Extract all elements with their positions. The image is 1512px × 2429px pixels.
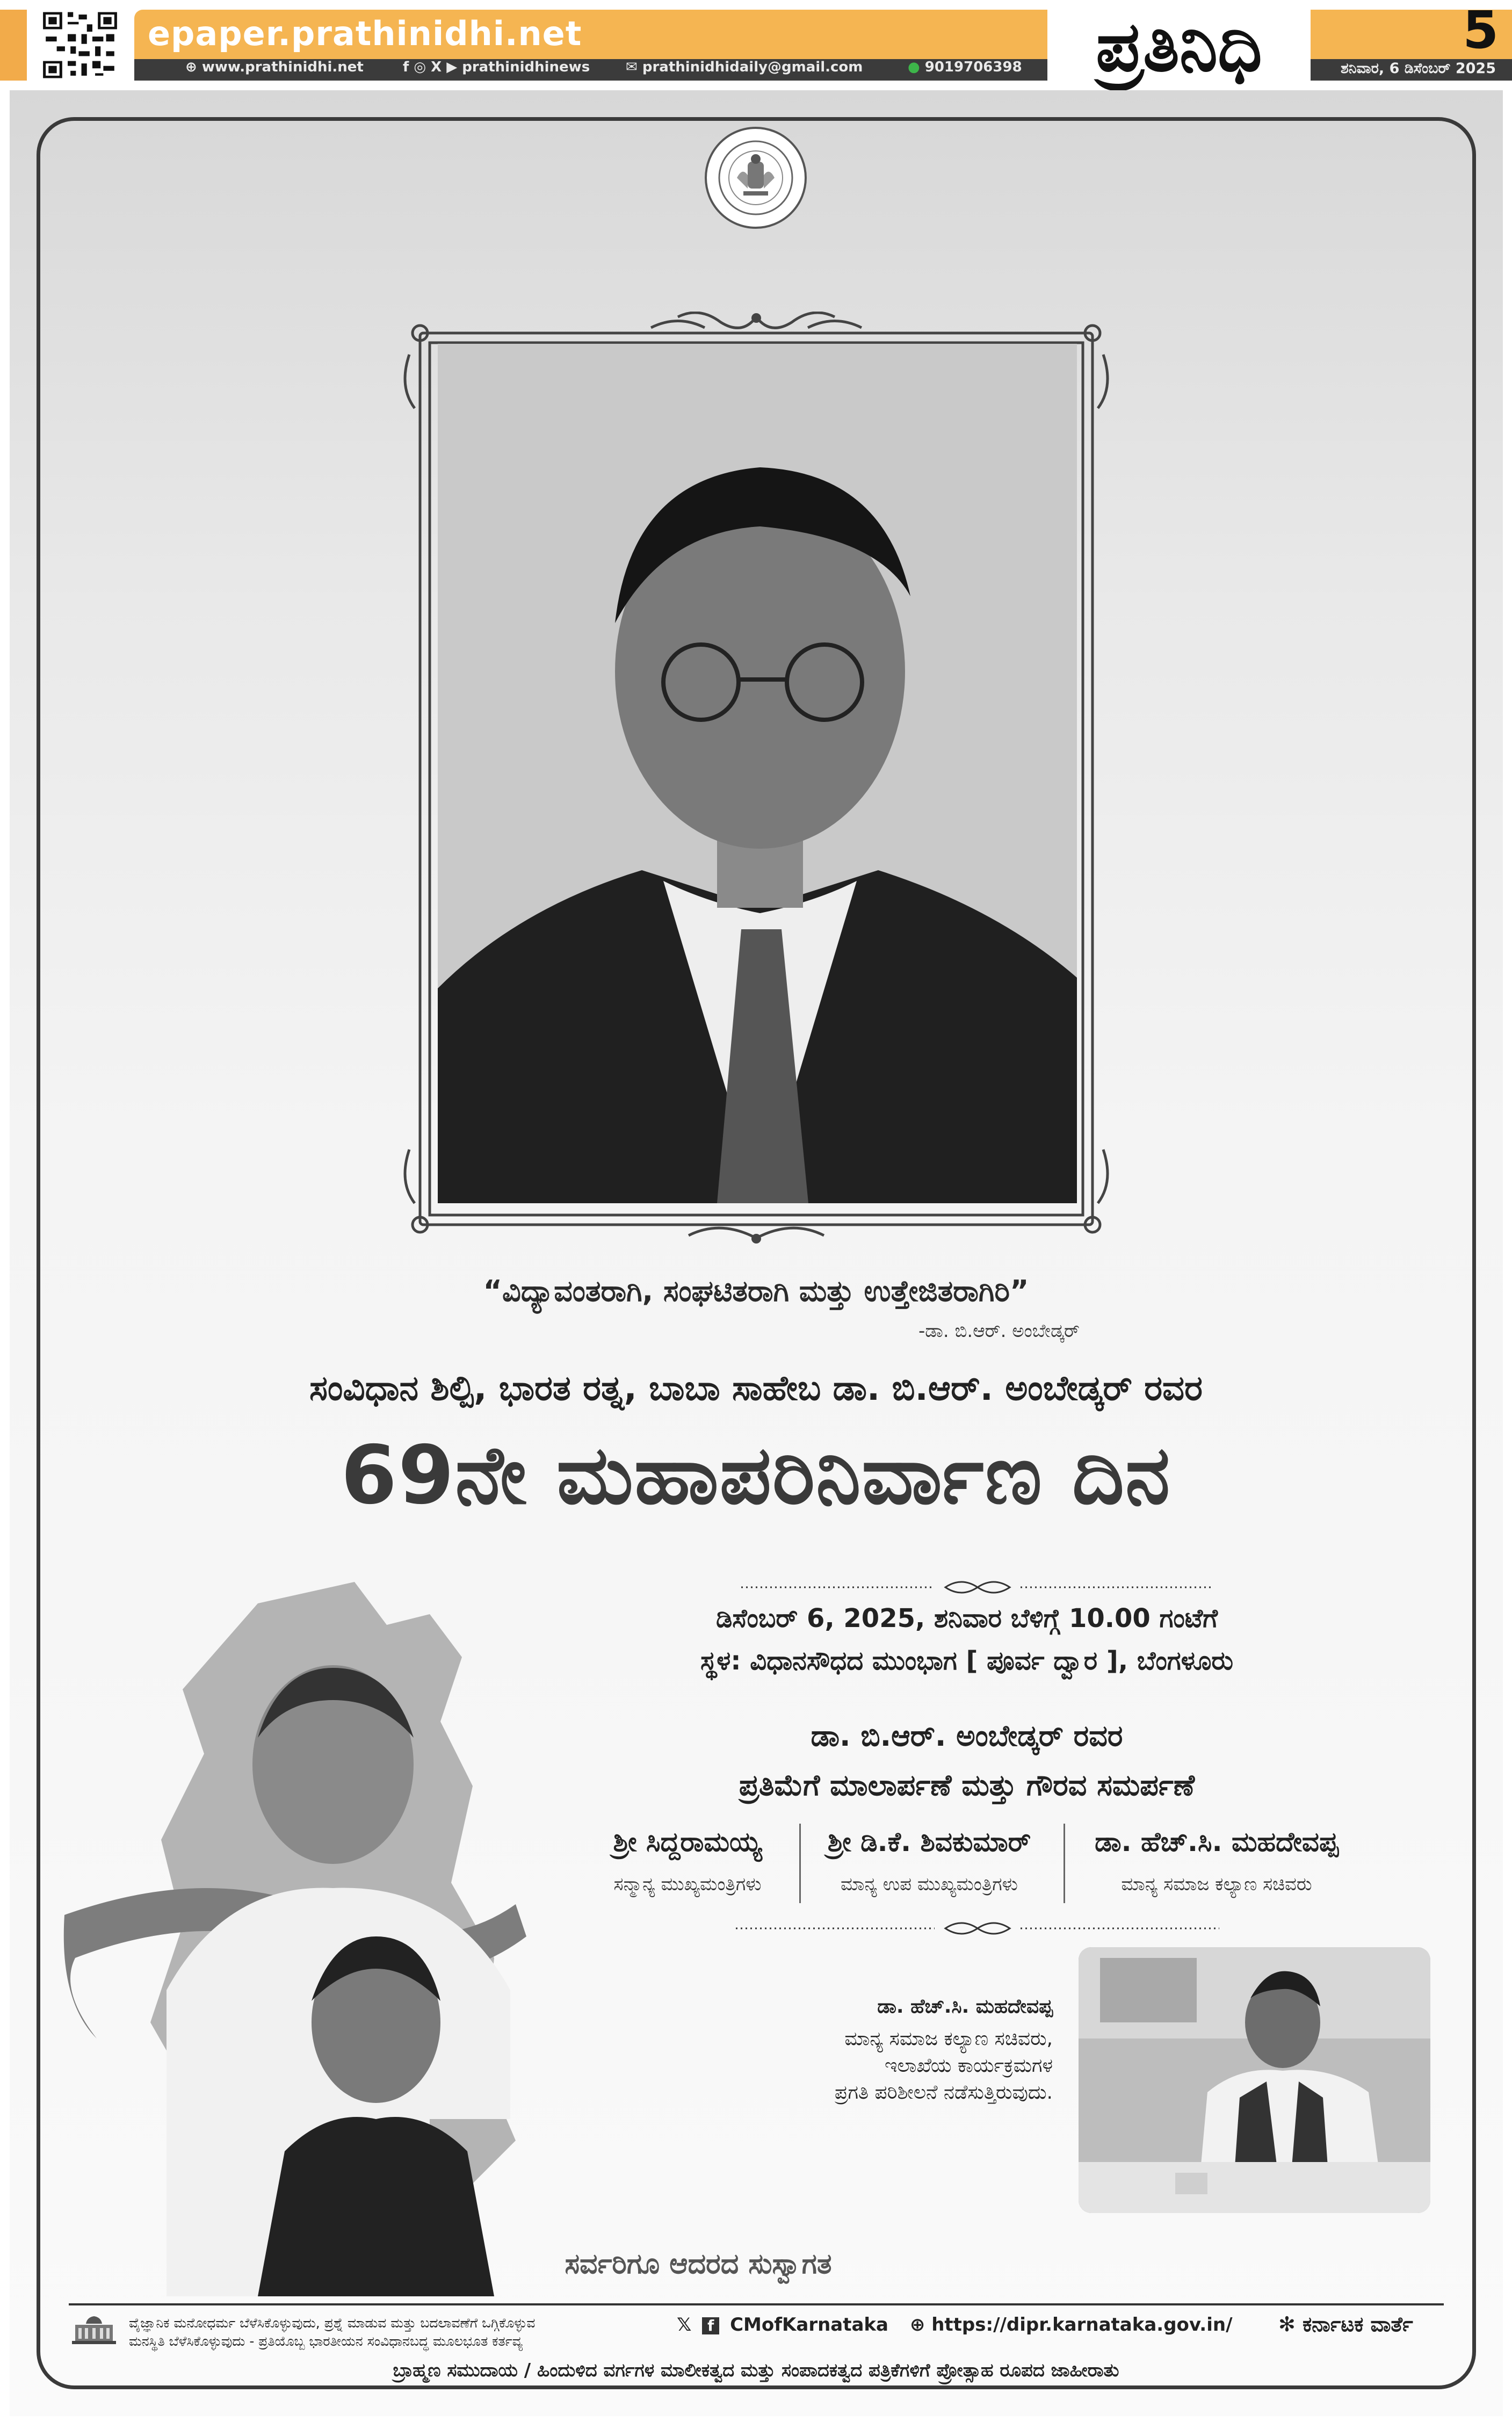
site-url[interactable]: epaper.prathinidhi.net — [148, 14, 582, 53]
ambedkar-quote: “ವಿದ್ಯಾವಂತರಾಗಿ, ಸಂಘಟಿತರಾಗಿ ಮತ್ತು ಉತ್ತೇಜಿತರಾಗಿರಿ” — [483, 1274, 1029, 1308]
flower-icon: ✻ — [1278, 2312, 1303, 2336]
footer-links — [677, 2314, 1233, 2336]
government-seal-icon — [715, 138, 796, 218]
qr-code-icon — [40, 10, 120, 81]
column-divider — [799, 1824, 801, 1903]
photo-caption-name: ಡಾ. ಹೆಚ್.ಸಿ. ಮಹದೇವಪ್ಪ — [877, 1996, 1053, 2018]
whatsapp-icon: ● — [908, 59, 925, 75]
quote-attribution: -ಡಾ. ಬಿ.ಆರ್. ಅಂಬೇಡ್ಕರ್ — [918, 1320, 1080, 1342]
facebook-icon[interactable]: f — [702, 2317, 719, 2334]
globe-icon: ⊕ — [909, 2314, 925, 2336]
social-handle[interactable]: f ◎ X ▶ prathinidhinews — [403, 59, 590, 75]
person-name-dcm: ಶ್ರೀ ಡಿ.ಕೆ. ಶಿವಕುಮಾರ್ — [827, 1826, 1031, 1857]
social-handle-footer[interactable]: CMofKarnataka — [730, 2314, 888, 2336]
photo-caption-role: ಮಾನ್ಯ ಸಮಾಜ ಕಲ್ಯಾಣ ಸಚಿವರು, — [844, 2028, 1053, 2050]
social-icons: f ◎ X ▶ — [403, 59, 462, 75]
ad-title: 69ನೇ ಮಹಾಪರಿನಿರ್ವಾಣ ದಿನ — [341, 1429, 1171, 1522]
email-link[interactable]: ✉ prathinidhidaily@gmail.com — [626, 59, 863, 75]
newspaper-masthead: ಪ್ರತಿನಿಧಿ — [1096, 6, 1262, 87]
leaders-photo-with-state-map — [54, 1582, 591, 2296]
divider-ornament-bottom — [736, 1918, 1219, 1939]
footer-rule — [69, 2303, 1444, 2305]
footer-disclaimer: ಬ್ರಾಹ್ಮಣ ಸಮುದಾಯ / ಹಿಂದುಳಿದ ವರ್ಗಗಳ ಮಾಲೀಕತ್ವದ ಮತ್ತು ಸಂಪಾದಕತ್ವದ ಪತ್ರಿಕೆಗಳಿಗೆ ಪ್ರೋತ್ಸಾಹ ರೂಪದ ಜಾಹೀರಾತು — [393, 2360, 1119, 2381]
event-description: ಪ್ರತಿಮೆಗೆ ಮಾಲಾರ್ಪಣೆ ಮತ್ತು ಗೌರವ ಸಮರ್ಪಣೆ — [739, 1768, 1195, 1802]
website-link[interactable]: ⊕ www.prathinidhi.net — [185, 59, 364, 75]
vidhana-soudha-icon — [70, 2314, 118, 2346]
x-icon[interactable]: 𝕏 — [677, 2314, 692, 2336]
divider-ornament-top — [741, 1577, 1214, 1598]
fundamental-duty-line2: ಮನಸ್ಥಿತಿ ಬೆಳೆಸಿಕೊಳ್ಳುವುದು - ಪ್ರತಿಯೊಬ್ಬ ಭಾರತೀಯನ ಸಂವಿಧಾನಬದ್ಧ ಮೂಲಭೂತ ಕರ್ತವ್ಯ — [129, 2333, 523, 2349]
phone-number: ● 9019706398 — [908, 59, 1022, 75]
mail-icon: ✉ — [626, 59, 642, 75]
event-subject: ಡಾ. ಬಿ.ಆರ್. ಅಂಬೇಡ್ಕರ್ ರವರ — [811, 1719, 1123, 1753]
dipr-website-link[interactable]: https://dipr.karnataka.gov.in/ — [931, 2314, 1233, 2336]
person-role-minister: ಮಾನ್ಯ ಸಮಾಜ ಕಲ್ಯಾಣ ಸಚಿವರು — [1121, 1874, 1312, 1895]
fundamental-duty-note — [129, 2314, 612, 2351]
issue-date: ಶನಿವಾರ, 6 ಡಿಸೆಂಬರ್ 2025 — [1340, 60, 1496, 77]
person-role-cm: ಸನ್ಮಾನ್ಯ ಮುಖ್ಯಮಂತ್ರಿಗಳು — [613, 1874, 762, 1895]
event-venue: ಸ್ಥಳ: ವಿಧಾನಸೌಧದ ಮುಂಭಾಗ [ ಪೂರ್ವ ದ್ವಾರ ], ಬೆಂಗಳೂರು — [700, 1646, 1234, 1676]
header-accent-bar — [0, 10, 27, 81]
fundamental-duty-line1: ವೈಜ್ಞಾನಿಕ ಮನೋಧರ್ಮ ಬೆಳೆಸಿಕೊಳ್ಳುವುದು, ಪ್ರಶ್ನೆ ಮಾಡುವ ಮತ್ತು ಬದಲಾವಣೆಗೆ ಒಗ್ಗಿಕೊಳ್ಳುವ — [129, 2315, 536, 2331]
minister-meeting-photo — [1079, 1947, 1430, 2213]
karnataka-varthe-logo: ✻ ಕರ್ನಾಟಕ ವಾರ್ತೆ — [1278, 2312, 1413, 2336]
photo-caption-line4: ಪ್ರಗತಿ ಪರಿಶೀಲನೆ ನಡೆಸುತ್ತಿರುವುದು. — [834, 2081, 1053, 2103]
person-role-dcm: ಮಾನ್ಯ ಉಪ ಮುಖ್ಯಮಂತ್ರಿಗಳು — [841, 1874, 1018, 1895]
column-divider — [1064, 1824, 1065, 1903]
globe-icon: ⊕ — [185, 59, 202, 75]
person-name-cm: ಶ್ರೀ ಸಿದ್ದರಾಮಯ್ಯ — [613, 1826, 762, 1857]
ad-subheading: ಸಂವಿಧಾನ ಶಿಲ್ಪಿ, ಭಾರತ ರತ್ನ, ಬಾಬಾ ಸಾಹೇಬ ಡಾ. ಬಿ.ಆರ್. ಅಂಬೇಡ್ಕರ್ ರವರ — [309, 1369, 1203, 1408]
welcome-message: ಸರ್ವರಿಗೂ ಆದರದ ಸುಸ್ವಾಗತ — [565, 2248, 832, 2280]
ambedkar-portrait — [438, 344, 1077, 1203]
event-date: ಡಿಸೆಂಬರ್ 6, 2025, ಶನಿವಾರ ಬೆಳಿಗ್ಗೆ 10.00 ಗಂಟೆಗೆ — [715, 1603, 1218, 1633]
photo-caption-line3: ಇಲಾಖೆಯ ಕಾರ್ಯಕ್ರಮಗಳ — [884, 2055, 1053, 2077]
page-number: 5 — [1463, 0, 1499, 60]
person-name-minister: ಡಾ. ಹೆಚ್.ಸಿ. ಮಹದೇವಪ್ಪ — [1095, 1826, 1339, 1857]
